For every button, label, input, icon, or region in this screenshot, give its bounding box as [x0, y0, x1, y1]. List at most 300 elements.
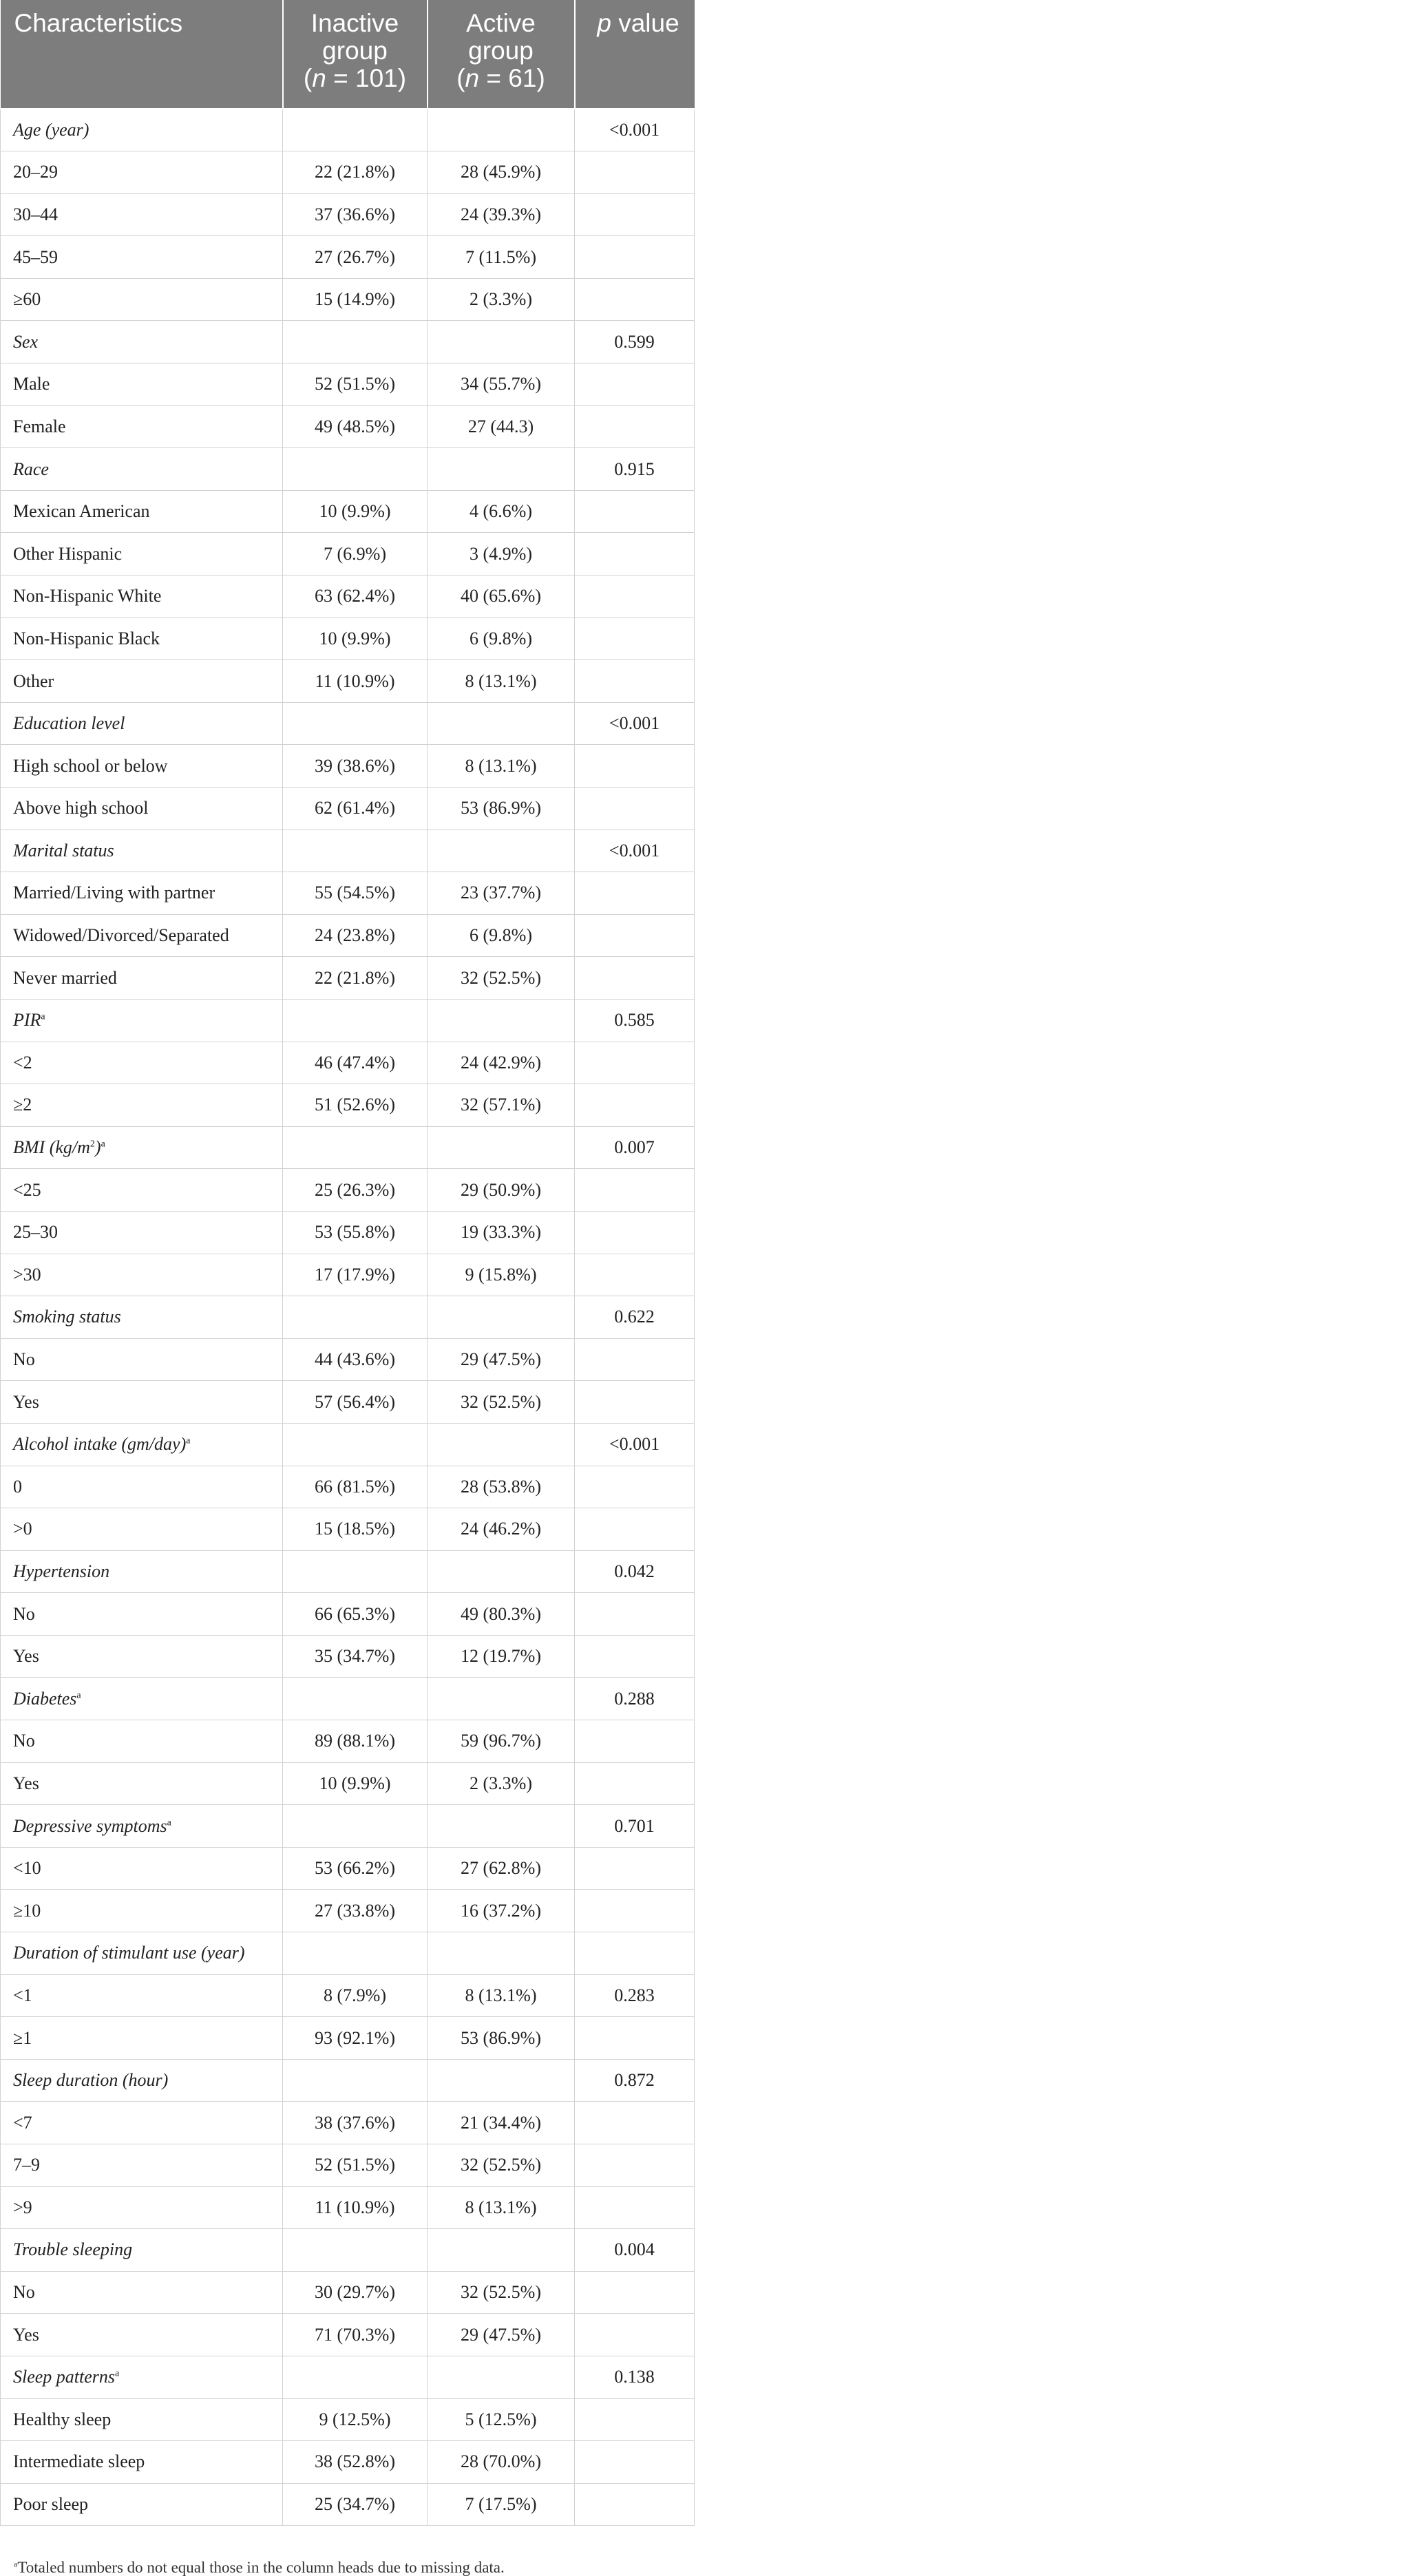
- row-label: [1, 1084, 283, 1127]
- table-row: [1, 2271, 695, 2314]
- p-value: 0.138: [575, 2356, 695, 2398]
- row-label: [1, 872, 283, 915]
- table-row: [1, 1169, 695, 1212]
- characteristics-table: [0, 0, 695, 2526]
- inactive-value: [283, 448, 428, 491]
- header-active-paren: (: [456, 64, 465, 92]
- p-value: [575, 1508, 695, 1551]
- inactive-value: 53 (55.8%): [283, 1211, 428, 1254]
- inactive-value: [283, 109, 428, 151]
- p-value: <0.001: [575, 1423, 695, 1466]
- row-label: [1, 2144, 283, 2187]
- table-row: [1, 2017, 695, 2060]
- p-value: 0.872: [575, 2059, 695, 2102]
- label-text: High school or below: [13, 755, 168, 776]
- active-value: [428, 1678, 575, 1720]
- p-value: 0.599: [575, 321, 695, 363]
- inactive-value: 9 (12.5%): [283, 2398, 428, 2441]
- category-label: [1, 999, 283, 1042]
- active-value: 27 (44.3): [428, 405, 575, 448]
- header-active-line1: Active: [466, 9, 536, 37]
- label-text: Smoking status: [13, 1307, 121, 1327]
- p-value: [575, 957, 695, 1000]
- category-row: [1, 702, 695, 745]
- label-text: Non-Hispanic Black: [13, 628, 160, 648]
- category-row: [1, 1678, 695, 1720]
- p-value: [575, 1762, 695, 1805]
- row-label: [1, 1847, 283, 1890]
- inactive-value: 35 (34.7%): [283, 1635, 428, 1678]
- inactive-value: 11 (10.9%): [283, 660, 428, 703]
- row-label: [1, 2483, 283, 2526]
- category-row: [1, 1805, 695, 1848]
- table-row: [1, 236, 695, 279]
- inactive-value: 89 (88.1%): [283, 1720, 428, 1763]
- active-value: 49 (80.3%): [428, 1593, 575, 1636]
- active-value: 32 (52.5%): [428, 2144, 575, 2187]
- superscript: a: [115, 2368, 120, 2379]
- label-text: Married/Living with partner: [13, 883, 215, 903]
- inactive-value: 53 (66.2%): [283, 1847, 428, 1890]
- row-label: [1, 1593, 283, 1636]
- active-value: 29 (47.5%): [428, 2314, 575, 2356]
- label-text: 0: [13, 1476, 22, 1497]
- row-label: [1, 914, 283, 957]
- row-label: [1, 1974, 283, 2017]
- header-inactive-line1: Inactive: [310, 9, 399, 37]
- active-value: 3 (4.9%): [428, 533, 575, 576]
- label-text: No: [13, 1603, 35, 1624]
- p-value: 0.701: [575, 1805, 695, 1848]
- active-value: 32 (52.5%): [428, 957, 575, 1000]
- table-row: [1, 1508, 695, 1551]
- active-value: 19 (33.3%): [428, 1211, 575, 1254]
- active-value: 24 (42.9%): [428, 1042, 575, 1084]
- inactive-value: [283, 1805, 428, 1848]
- active-value: 34 (55.7%): [428, 363, 575, 406]
- label-text: Hypertension: [13, 1561, 110, 1581]
- inactive-value: 7 (6.9%): [283, 533, 428, 576]
- category-label: [1, 1805, 283, 1848]
- p-value: [575, 151, 695, 194]
- active-value: 23 (37.7%): [428, 872, 575, 915]
- inactive-value: [283, 2229, 428, 2272]
- category-label: [1, 2356, 283, 2398]
- active-value: 21 (34.4%): [428, 2102, 575, 2144]
- label-text: Age (year): [13, 120, 89, 140]
- table-row: [1, 2398, 695, 2441]
- table-row: [1, 1847, 695, 1890]
- header-inactive-paren: (: [303, 64, 313, 92]
- active-value: 29 (47.5%): [428, 1338, 575, 1381]
- table-row: [1, 1211, 695, 1254]
- inactive-value: 24 (23.8%): [283, 914, 428, 957]
- p-value: [575, 1466, 695, 1508]
- header-p-rest: value: [611, 9, 679, 37]
- label-text: Sleep duration (hour): [13, 2070, 169, 2091]
- table-row: [1, 872, 695, 915]
- label-text: Marital status: [13, 840, 114, 861]
- table-row: [1, 576, 695, 618]
- inactive-value: [283, 2356, 428, 2398]
- active-value: [428, 2229, 575, 2272]
- p-value: [575, 2314, 695, 2356]
- header-characteristics: Characteristics: [1, 0, 283, 109]
- p-value: [575, 1042, 695, 1084]
- inactive-value: [283, 321, 428, 363]
- p-value: [575, 2271, 695, 2314]
- p-value: 0.283: [575, 1974, 695, 2017]
- inactive-value: 10 (9.9%): [283, 490, 428, 533]
- table-row: [1, 2186, 695, 2229]
- category-label: [1, 1296, 283, 1339]
- label-text: Depressive symptoms: [13, 1815, 167, 1836]
- active-value: 8 (13.1%): [428, 660, 575, 703]
- label-text: ≥2: [13, 1095, 32, 1115]
- table-row: [1, 660, 695, 703]
- active-value: 6 (9.8%): [428, 617, 575, 660]
- category-row: [1, 1423, 695, 1466]
- inactive-value: 8 (7.9%): [283, 1974, 428, 2017]
- label-text: Race: [13, 458, 49, 479]
- active-value: 9 (15.8%): [428, 1254, 575, 1296]
- p-value: [575, 2483, 695, 2526]
- category-label: [1, 321, 283, 363]
- active-value: [428, 830, 575, 872]
- label-text: 30–44: [13, 204, 58, 224]
- row-label: [1, 957, 283, 1000]
- label-text: Duration of stimulant use (year): [13, 1943, 245, 1963]
- label-text: <25: [13, 1179, 41, 1200]
- inactive-value: 27 (33.8%): [283, 1890, 428, 1932]
- active-value: 6 (9.8%): [428, 914, 575, 957]
- table-row: [1, 2314, 695, 2356]
- p-value: <0.001: [575, 702, 695, 745]
- table-row: [1, 1466, 695, 1508]
- label-text: Trouble sleeping: [13, 2239, 133, 2260]
- active-value: 24 (46.2%): [428, 1508, 575, 1551]
- inactive-value: 66 (65.3%): [283, 1593, 428, 1636]
- inactive-value: [283, 1423, 428, 1466]
- superscript: a: [186, 1435, 191, 1446]
- footnote-text: Totaled numbers do not equal those in the column heads due to missing data.: [17, 2559, 505, 2576]
- table-container: [0, 0, 695, 2526]
- inactive-value: 38 (37.6%): [283, 2102, 428, 2144]
- inactive-value: [283, 1932, 428, 1975]
- label-text: No: [13, 1731, 35, 1751]
- p-value: [575, 2017, 695, 2060]
- inactive-value: 22 (21.8%): [283, 957, 428, 1000]
- row-label: [1, 1720, 283, 1763]
- active-value: 32 (52.5%): [428, 1381, 575, 1424]
- row-label: [1, 1042, 283, 1084]
- superscript: 2: [89, 1139, 95, 1150]
- category-row: [1, 1126, 695, 1169]
- label-text: Sex: [13, 331, 39, 352]
- superscript: a: [76, 1690, 81, 1701]
- active-value: [428, 109, 575, 151]
- label-text: Diabetes: [13, 1688, 77, 1709]
- label-text: <2: [13, 1052, 32, 1073]
- table-row: [1, 490, 695, 533]
- label-text: PIR: [13, 1010, 41, 1031]
- row-label: [1, 1211, 283, 1254]
- label-text: ≥1: [13, 2027, 32, 2048]
- label-text: Male: [13, 374, 50, 394]
- category-label: [1, 1550, 283, 1593]
- p-value: [575, 914, 695, 957]
- row-label: [1, 1508, 283, 1551]
- category-row: [1, 1296, 695, 1339]
- header-inactive-line3: [291, 65, 420, 92]
- table-row: [1, 1084, 695, 1127]
- inactive-value: 55 (54.5%): [283, 872, 428, 915]
- table-row: [1, 745, 695, 788]
- label-text: 45–59: [13, 246, 58, 267]
- category-row: [1, 2356, 695, 2398]
- active-value: 8 (13.1%): [428, 2186, 575, 2229]
- inactive-value: 46 (47.4%): [283, 1042, 428, 1084]
- row-label: [1, 2017, 283, 2060]
- active-value: [428, 1423, 575, 1466]
- row-label: [1, 2186, 283, 2229]
- label-text: Yes: [13, 1646, 39, 1667]
- active-value: [428, 448, 575, 491]
- active-value: 28 (45.9%): [428, 151, 575, 194]
- inactive-value: [283, 999, 428, 1042]
- table-row: [1, 1762, 695, 1805]
- row-label: [1, 2314, 283, 2356]
- row-label: [1, 1890, 283, 1932]
- table-row: [1, 1974, 695, 2017]
- inactive-value: [283, 1678, 428, 1720]
- active-value: 5 (12.5%): [428, 2398, 575, 2441]
- category-row: [1, 448, 695, 491]
- table-row: [1, 1381, 695, 1424]
- p-value: [575, 363, 695, 406]
- label-text: 25–30: [13, 1222, 58, 1243]
- inactive-value: 51 (52.6%): [283, 1084, 428, 1127]
- row-label: [1, 533, 283, 576]
- active-value: 28 (53.8%): [428, 1466, 575, 1508]
- header-p-value: [575, 0, 695, 109]
- label-text: >9: [13, 2197, 32, 2217]
- inactive-value: 66 (81.5%): [283, 1466, 428, 1508]
- p-value: <0.001: [575, 109, 695, 151]
- label-text: Poor sleep: [13, 2494, 89, 2515]
- category-row: [1, 109, 695, 151]
- inactive-value: 39 (38.6%): [283, 745, 428, 788]
- category-label: [1, 448, 283, 491]
- header-active-count: = 61): [479, 64, 545, 92]
- label-text: Alcohol intake (gm/day): [13, 1434, 187, 1455]
- active-value: 32 (57.1%): [428, 1084, 575, 1127]
- p-value: [575, 745, 695, 788]
- category-row: [1, 830, 695, 872]
- active-value: 8 (13.1%): [428, 745, 575, 788]
- p-value: [575, 236, 695, 279]
- category-label: [1, 2059, 283, 2102]
- label-text: Non-Hispanic White: [13, 586, 162, 606]
- p-value: [575, 788, 695, 830]
- inactive-value: 25 (26.3%): [283, 1169, 428, 1212]
- active-value: 53 (86.9%): [428, 2017, 575, 2060]
- label-text: <1: [13, 1985, 32, 2005]
- label-text: Yes: [13, 2324, 39, 2345]
- table-row: [1, 278, 695, 321]
- p-value: [575, 1720, 695, 1763]
- row-label: [1, 788, 283, 830]
- active-value: 29 (50.9%): [428, 1169, 575, 1212]
- active-value: 2 (3.3%): [428, 278, 575, 321]
- label-text: Mexican American: [13, 501, 150, 522]
- inactive-value: 57 (56.4%): [283, 1381, 428, 1424]
- inactive-value: 71 (70.3%): [283, 2314, 428, 2356]
- active-value: 27 (62.8%): [428, 1847, 575, 1890]
- label-text: Other Hispanic: [13, 543, 123, 564]
- row-label: [1, 1381, 283, 1424]
- p-value: [575, 2398, 695, 2441]
- p-value: [575, 617, 695, 660]
- table-row: [1, 914, 695, 957]
- label-text: BMI (kg/m: [13, 1137, 90, 1158]
- p-value: [575, 2102, 695, 2144]
- row-label: [1, 2441, 283, 2484]
- category-row: [1, 1550, 695, 1593]
- row-label: [1, 405, 283, 448]
- active-value: 7 (11.5%): [428, 236, 575, 279]
- table-row: [1, 617, 695, 660]
- active-value: [428, 702, 575, 745]
- inactive-value: 63 (62.4%): [283, 576, 428, 618]
- row-label: [1, 1762, 283, 1805]
- row-label: [1, 2102, 283, 2144]
- header-inactive-line2: group: [322, 36, 388, 65]
- label-text: Yes: [13, 1391, 39, 1412]
- superscript-footnote: a: [101, 1139, 105, 1150]
- p-value: [575, 1932, 695, 1975]
- active-value: [428, 1805, 575, 1848]
- p-value: [575, 533, 695, 576]
- inactive-value: 22 (21.8%): [283, 151, 428, 194]
- inactive-value: 27 (26.7%): [283, 236, 428, 279]
- label-text: >30: [13, 1264, 41, 1285]
- p-value: [575, 405, 695, 448]
- header-active-n: n: [465, 64, 480, 92]
- inactive-value: 52 (51.5%): [283, 2144, 428, 2187]
- active-value: 8 (13.1%): [428, 1974, 575, 2017]
- p-value: [575, 1381, 695, 1424]
- category-label: [1, 1932, 283, 1975]
- p-value: [575, 193, 695, 236]
- table-body: [1, 109, 695, 2526]
- table-row: [1, 2441, 695, 2484]
- active-value: 16 (37.2%): [428, 1890, 575, 1932]
- table-row: [1, 1890, 695, 1932]
- active-value: 32 (52.5%): [428, 2271, 575, 2314]
- row-label: [1, 1254, 283, 1296]
- p-value: 0.042: [575, 1550, 695, 1593]
- inactive-value: 93 (92.1%): [283, 2017, 428, 2060]
- label-text: Healthy sleep: [13, 2409, 112, 2429]
- inactive-value: [283, 2059, 428, 2102]
- table-row: [1, 1338, 695, 1381]
- header-inactive-count: = 101): [326, 64, 407, 92]
- row-label: [1, 2271, 283, 2314]
- inactive-value: 11 (10.9%): [283, 2186, 428, 2229]
- header-p-italic: p: [597, 9, 611, 37]
- p-value: 0.915: [575, 448, 695, 491]
- category-row: [1, 2229, 695, 2272]
- label-text: ≥10: [13, 1900, 41, 1921]
- label-text: Intermediate sleep: [13, 2451, 145, 2472]
- p-value: [575, 278, 695, 321]
- row-label: [1, 490, 283, 533]
- p-value: [575, 1338, 695, 1381]
- header-inactive-n: n: [312, 64, 326, 92]
- label-tail: ): [94, 1137, 101, 1158]
- p-value: [575, 2144, 695, 2187]
- inactive-value: 25 (34.7%): [283, 2483, 428, 2526]
- category-label: [1, 1126, 283, 1169]
- row-label: [1, 576, 283, 618]
- active-value: [428, 321, 575, 363]
- p-value: [575, 1084, 695, 1127]
- p-value: [575, 2186, 695, 2229]
- table-footnote: [14, 2559, 505, 2575]
- footnote-marker: a: [14, 2559, 18, 2569]
- inactive-value: 52 (51.5%): [283, 363, 428, 406]
- table-row: [1, 151, 695, 194]
- active-value: 24 (39.3%): [428, 193, 575, 236]
- row-label: [1, 1338, 283, 1381]
- label-text: Widowed/Divorced/Separated: [13, 925, 229, 946]
- header-row: [1, 0, 695, 109]
- label-text: <7: [13, 2112, 32, 2133]
- active-value: [428, 2356, 575, 2398]
- table-row: [1, 193, 695, 236]
- p-value: 0.288: [575, 1678, 695, 1720]
- label-text: Never married: [13, 967, 117, 988]
- active-value: [428, 1932, 575, 1975]
- superscript: a: [167, 1817, 171, 1828]
- label-text: Other: [13, 671, 54, 691]
- active-value: [428, 999, 575, 1042]
- label-text: <10: [13, 1858, 41, 1879]
- table-row: [1, 533, 695, 576]
- row-label: [1, 1635, 283, 1678]
- active-value: 7 (17.5%): [428, 2483, 575, 2526]
- p-value: [575, 1635, 695, 1678]
- label-text: Female: [13, 416, 66, 436]
- active-value: 12 (19.7%): [428, 1635, 575, 1678]
- label-text: No: [13, 2282, 35, 2303]
- row-label: [1, 660, 283, 703]
- active-value: 59 (96.7%): [428, 1720, 575, 1763]
- table-row: [1, 788, 695, 830]
- inactive-value: [283, 830, 428, 872]
- active-value: 28 (70.0%): [428, 2441, 575, 2484]
- inactive-value: 44 (43.6%): [283, 1338, 428, 1381]
- p-value: [575, 1847, 695, 1890]
- active-value: 53 (86.9%): [428, 788, 575, 830]
- p-value: [575, 872, 695, 915]
- label-text: 20–29: [13, 162, 58, 182]
- category-label: [1, 1678, 283, 1720]
- p-value: [575, 1211, 695, 1254]
- inactive-value: 37 (36.6%): [283, 193, 428, 236]
- p-value: [575, 490, 695, 533]
